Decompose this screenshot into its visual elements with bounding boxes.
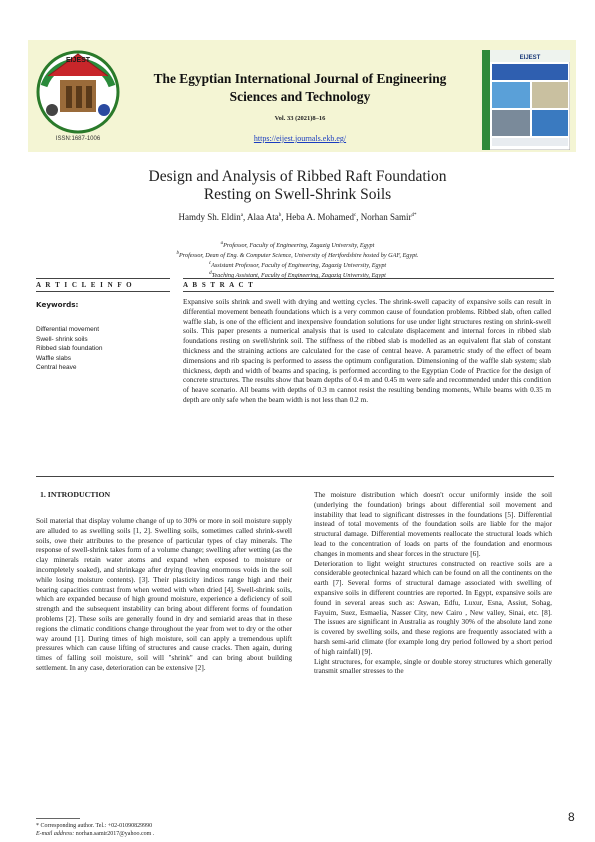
affiliation-text: Assistant Professor, Faculty of Engineering, Zagazig University, Egypt bbox=[211, 262, 387, 270]
author-separator: , bbox=[356, 212, 361, 222]
affiliation-text: Professor, Dean of Eng. & Computer Science, University of Hertfordshire hosted by GAF, Egypt. bbox=[179, 252, 419, 260]
email-line bbox=[36, 830, 154, 838]
article-info-mid-rule bbox=[36, 291, 170, 292]
paper-title-line2: Resting on Swell-Shrink Soils bbox=[203, 186, 392, 203]
affiliation-text: Teaching Assistant, Faculty of Engineering, Zagazig University, Egypt bbox=[211, 272, 386, 280]
section-heading-introduction: 1. INTRODUCTION bbox=[40, 490, 111, 499]
body-paragraph: Light structures, for example, single or double storey structures which generally transmit smaller stresses to the bbox=[314, 656, 552, 676]
keyword-item: Central heave bbox=[36, 364, 77, 371]
author-separator: , bbox=[281, 212, 286, 222]
journal-url-link[interactable]: https://eijest.journals.ekb.eg/ bbox=[253, 134, 347, 143]
affiliation-line bbox=[60, 260, 535, 270]
article-info-heading: A R T I C L E I N F O bbox=[36, 281, 134, 289]
abstract-text: Expansive soils shrink and swell with drying and wetting cycles. The shrink-swell capacity of expansive soils can result in differential movement beneath foundations which is a very common cause of foundation problems. Ribbed slab, often called waffle slab, is one of the efficient and inexpensive foundation solutions for use under light structures resting on shrink-swell soils. This paper presents a numerical analysis that is used to calculate displacement and internal forces in ribbed slab foundations resting on swell/shrink soil. The stiffness of the ribbed slab is modelled as an equivalent flat slab of constant thickness and the straining actions are calculated for the case of central heave. A parametric study of the effect of beam dimensions and rib spacing is performed to assess the optimum configuration. Dimensioning of the waffle slab system; slab thickness, depth and width of beams and spacing, is performed according to the Egyptian Code of Practice for the design of concrete structures. The results show that beam depths of 0.4 m and 0.45 m were safe and recommended under this condition of heave scenario. All beams with depths of 0.3 m cannot resist the resulting bending moments, While beams with 0.35 m depth are only safe when the beam width is not less than 0.2 m. bbox=[183, 297, 551, 404]
body-paragraph: The moisture distribution which doesn't occur uniformly inside the soil (underlying the foundation) brings about differential soil movement and instability that lead to significant distresses in the foundations [5]. Differential instead of total movements of the foundation soils are liable for the major structural damage. Differential movements reallocate the structural loads which lead to the concentration of loads on parts of the foundation and enormous changes in moments and shear forces in the structure [6]. bbox=[314, 490, 552, 558]
affiliation-marker: c bbox=[208, 261, 212, 267]
journal-cover-thumbnail bbox=[482, 50, 570, 150]
journal-logo bbox=[30, 40, 126, 150]
logo-text: EIJEST bbox=[65, 57, 91, 64]
author-affiliation-marker: d* bbox=[411, 213, 417, 218]
abstract-mid-rule bbox=[183, 291, 554, 292]
body-column-left bbox=[36, 516, 292, 673]
journal-title: The Egyptian International Journal of Engineering Sciences and Technology bbox=[153, 71, 447, 104]
abstract-heading: A B S T R A C T bbox=[183, 281, 255, 289]
affiliation-marker: a bbox=[220, 241, 224, 246]
paper-title bbox=[80, 168, 515, 204]
author-name: Norhan Samir bbox=[360, 212, 412, 222]
keyword-item: Ribbed slab foundation bbox=[36, 345, 103, 352]
keyword-item: Waffle slabs bbox=[36, 354, 72, 362]
footnote bbox=[36, 822, 154, 838]
logo-issn: ISSN:1687-1006 bbox=[55, 136, 101, 142]
keyword-item: Swell- shrink soils bbox=[36, 335, 88, 343]
affiliation-marker: d bbox=[209, 271, 212, 277]
page-number: 8 bbox=[568, 810, 575, 824]
body-paragraph: Deterioration to light weight structures constructed on reactive soils are a considerable geotechnical hazard which can be found on all the continents on the earth [7]. Several forms of structural damage associated with swelling of expansive soils in different countries are reported. In Egypt, expansive soils are found in several areas such as: Aswan, Edfu, Luxur, Esna, Assiut, Sohag, Fayuim, Suez, Esmaelia, Nasser City, new Cairo , New valley, Sinai, etc. [8]. The issues are significant in Australia as roughly 30% of the absolute land zone is covered by swelling soils, and these regions are frequently associated with a harsh semi-arid climate (for example long dry period followed by a short period of high rainfall) [9]. bbox=[314, 558, 552, 656]
paper-title-line1: Design and Analysis of Ribbed Raft Foundation bbox=[148, 168, 447, 185]
journal-volume: Vol. 33 (2021)8–16 bbox=[274, 115, 326, 122]
affiliation-marker: b bbox=[176, 251, 180, 257]
body-column-right bbox=[314, 490, 552, 676]
author-list bbox=[60, 212, 535, 222]
article-info-top-rule bbox=[36, 278, 170, 279]
author-separator: , bbox=[243, 212, 248, 222]
author-affiliation-marker: c bbox=[354, 213, 357, 218]
body-paragraph: Soil material that display volume change of up to 30% or more in soil moisture supply are alluded to as swelling soils [1, 2]. Swelling soils, sometimes called shrink-swell soils, owe their attributes to the presence of particular types of clay minerals. The response of swell-shrink takes form of a volume change; swelling after wetting (as the clay minerals retain water atoms and expand when exposed to moisture or incompletely soaked), and shrinkage after drying (leaving enormous voids in the soil while losing moisture contents). [3]. Their plasticity indices range high and their bearing capacities contrast from when wetted with when dried [4]. Swell-shrink soils, which are expanded because of high ground moisture, experience a deficiency of soil strength and the subsequent instability can bring about different forms of foundation problems [2]. These soils are generally found in dry and semiarid areas that in these regions the climatic conditions change throughout the year from wet to dry or the other way around [1]. During times of high moisture, soil can apply a tremendous uplift pressures which can cause lifting of structures and cause cracks. Then again, during times of falling soil moisture, soil will "shrink" and can bring about building settlement. In any case, deterioration can be extensive [2]. bbox=[36, 516, 292, 672]
abstract-bottom-rule bbox=[36, 476, 554, 477]
email-address: norhan.samir2017@yahoo.com . bbox=[74, 831, 155, 837]
corresponding-author-note: * Corresponding author. Tel.: +02-01090829990 bbox=[36, 823, 153, 829]
affiliation-line bbox=[60, 240, 535, 250]
keywords-list bbox=[36, 325, 103, 373]
author-affiliation-marker: a bbox=[240, 213, 243, 218]
abstract-top-rule bbox=[183, 278, 554, 279]
email-label: E-mail address: bbox=[36, 831, 75, 837]
keyword-item: Differential movement bbox=[36, 326, 100, 333]
cover-title: EIJEST bbox=[519, 55, 541, 61]
author-affiliation-marker: b bbox=[278, 213, 282, 218]
affiliation-line bbox=[60, 250, 535, 260]
affiliation-text: Professor, Faculty of Engineering, Zagazig University, Egypt bbox=[223, 242, 375, 250]
footnote-rule bbox=[36, 818, 80, 819]
author-name: Hamdy Sh. Eldin bbox=[178, 212, 241, 222]
author-name: Alaa Ata bbox=[247, 212, 279, 222]
affiliation-list bbox=[60, 240, 535, 280]
author-name: Heba A. Mohamed bbox=[285, 212, 354, 222]
keywords-label: Keywords: bbox=[36, 300, 79, 309]
